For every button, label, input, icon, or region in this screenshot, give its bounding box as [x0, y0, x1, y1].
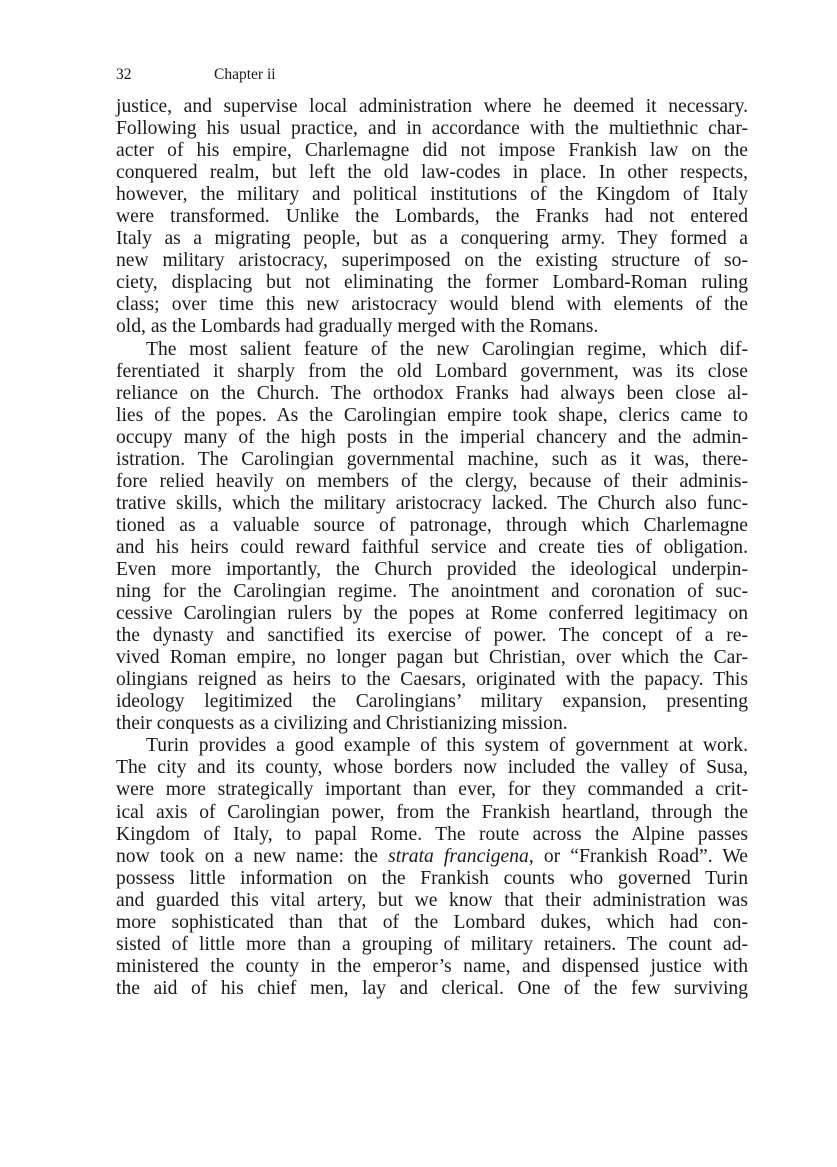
text-line: istration. The Carolingian governmental machine, such as it was, there-	[116, 448, 748, 470]
text-line: fore relied heavily on members of the clergy, because of their adminis-	[116, 470, 748, 492]
text-line: trative skills, which the military aristocracy lacked. The Church also func-	[116, 492, 748, 514]
text-line: and guarded this vital artery, but we know that their administration was	[116, 889, 748, 911]
text-line	[116, 846, 748, 868]
text-line: new military aristocracy, superimposed on the existing structure of so-	[116, 250, 748, 272]
text-line: acter of his empire, Charlemagne did not impose Frankish law on the	[116, 140, 748, 162]
text-line: vived Roman empire, no longer pagan but Christian, over which the Car-	[116, 647, 748, 669]
italic-term: strata francigena	[388, 845, 529, 867]
text-line: conquered realm, but left the old law-codes in place. In other respects,	[116, 162, 748, 184]
text-line: ical axis of Carolingian power, from the Frankish heartland, through the	[116, 801, 748, 823]
text-line: justice, and supervise local administration where he deemed it necessary.	[116, 96, 748, 117]
text-line: occupy many of the high posts in the imperial chancery and the admin-	[116, 426, 748, 448]
text-line: tioned as a valuable source of patronage, through which Charlemagne	[116, 514, 748, 536]
page-number: 32	[116, 66, 132, 83]
text-line: cessive Carolingian rulers by the popes at Rome conferred legitimacy on	[116, 603, 748, 625]
text-line: sisted of little more than a grouping of military retainers. The count ad-	[116, 933, 748, 955]
running-head	[116, 62, 748, 96]
text-line: Kingdom of Italy, to papal Rome. The route across the Alpine passes	[116, 823, 748, 845]
chapter-title: Chapter ii	[214, 66, 276, 83]
text-line: ministered the county in the emperor’s name, and dispensed justice with	[116, 955, 748, 977]
text-line: ferentiated it sharply from the old Lombard government, was its close	[116, 360, 748, 382]
text-line: Following his usual practice, and in accordance with the multiethnic char-	[116, 118, 748, 140]
text-line: were more strategically important than ever, for they commanded a crit-	[116, 779, 748, 801]
text-line: the dynasty and sanctified its exercise of power. The concept of a re-	[116, 625, 748, 647]
text-line: class; over time this new aristocracy would blend with elements of the	[116, 294, 748, 316]
text-line: Italy as a migrating people, but as a conquering army. They formed a	[116, 228, 748, 250]
paragraph	[116, 96, 748, 339]
text-line: their conquests as a civilizing and Christianizing mission.	[116, 713, 568, 735]
body-text	[116, 96, 748, 1000]
text-line: old, as the Lombards had gradually merged with the Romans.	[116, 316, 599, 338]
text-line: lies of the popes. As the Carolingian empire took shape, clerics came to	[116, 404, 748, 426]
paragraph	[116, 735, 748, 1000]
text-line: the aid of his chief men, lay and clerical. One of the few surviving	[116, 977, 748, 999]
text-line: however, the military and political institutions of the Kingdom of Italy	[116, 184, 748, 206]
text-line: olingians reigned as heirs to the Caesars, originated with the papacy. This	[116, 669, 748, 691]
text-line: The city and its county, whose borders now included the valley of Susa,	[116, 757, 748, 779]
paragraph	[116, 339, 748, 736]
text-line: ning for the Carolingian regime. The anointment and coronation of suc-	[116, 581, 748, 603]
text-line: and his heirs could reward faithful service and create ties of obligation.	[116, 536, 748, 558]
text-line: The most salient feature of the new Carolingian regime, which dif-	[146, 338, 748, 360]
text-line: Even more importantly, the Church provided the ideological underpin-	[116, 558, 748, 580]
text-line: were transformed. Unlike the Lombards, the Franks had not entered	[116, 206, 748, 228]
book-page	[116, 62, 748, 1000]
text-line: ciety, displacing but not eliminating the former Lombard-Roman ruling	[116, 272, 748, 294]
text-line: more sophisticated than that of the Lombard dukes, which had con-	[116, 911, 748, 933]
text-run: , or “Frankish Road”. We	[528, 845, 748, 867]
text-line: ideology legitimized the Carolingians’ military expansion, presenting	[116, 691, 748, 713]
text-line: possess little information on the Frankish counts who governed Turin	[116, 867, 748, 889]
text-line: Turin provides a good example of this system of government at work.	[146, 735, 748, 757]
text-line: reliance on the Church. The orthodox Franks had always been close al-	[116, 382, 748, 404]
text-run: now took on a new name: the	[116, 845, 389, 867]
